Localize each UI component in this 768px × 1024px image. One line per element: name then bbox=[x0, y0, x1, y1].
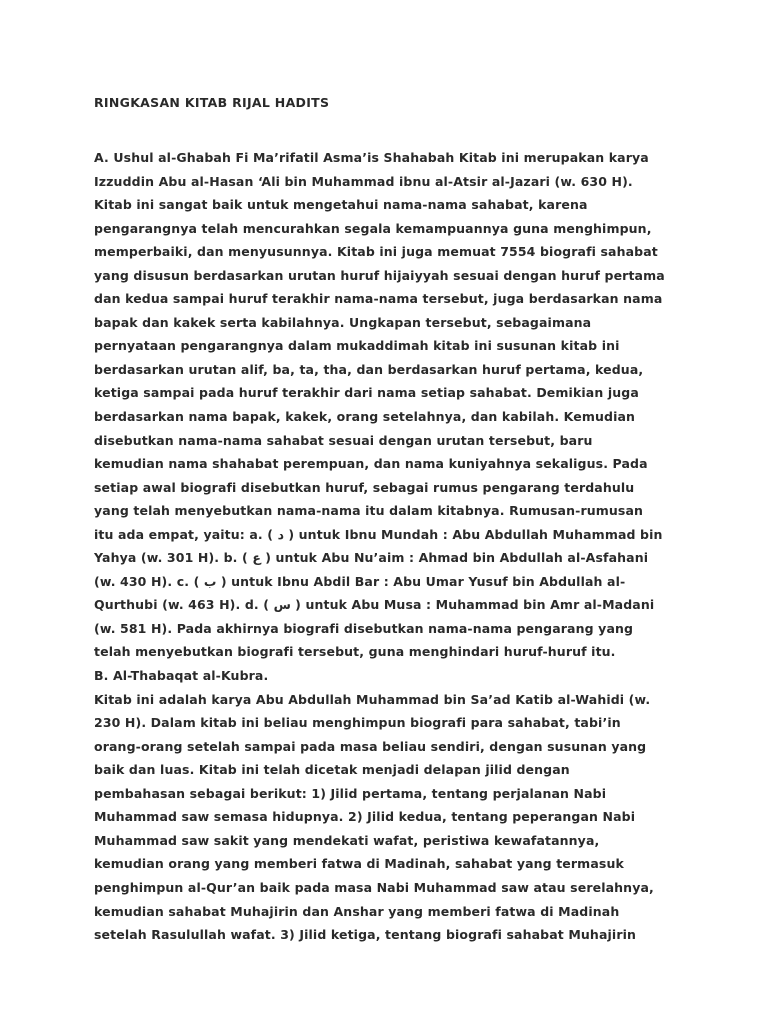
document-title: RINGKASAN KITAB RIJAL HADITS bbox=[94, 95, 330, 110]
body-line: yang telah menyebutkan nama-nama itu dalam kitabnya. Rumusan-rumusan bbox=[94, 503, 644, 519]
body-line: 230 H). Dalam kitab ini beliau menghimpun biografi para sahabat, tabi’in bbox=[94, 715, 621, 731]
body-line: Kitab ini sangat baik untuk mengetahui nama-nama sahabat, karena bbox=[94, 197, 588, 213]
body-line: penghimpun al-Qur’an baik pada masa Nabi Muhammad saw atau serelahnya, bbox=[94, 879, 654, 895]
body-line: Kitab ini adalah karya Abu Abdullah Muhammad bin Sa’ad Katib al-Wahidi (w. bbox=[94, 691, 651, 707]
body-line: (w. 430 H). c. ( ب ) untuk Ibnu Abdil Bar : Abu Umar Yusuf bin Abdullah al- bbox=[94, 573, 626, 589]
body-line: ketiga sampai pada huruf terakhir dari nama setiap sahabat. Demikian juga bbox=[94, 385, 639, 401]
document-body bbox=[94, 146, 694, 947]
body-line: setelah Rasulullah wafat. 3) Jilid ketiga, tentang biografi sahabat Muhajirin bbox=[94, 927, 637, 943]
body-line: berdasarkan nama bapak, kakek, orang setelahnya, dan kabilah. Kemudian bbox=[94, 409, 636, 425]
body-line: pernyataan pengarangnya dalam mukaddimah kitab ini susunan kitab ini bbox=[94, 338, 620, 354]
body-line: Yahya (w. 301 H). b. ( ع ) untuk Abu Nu’aim : Ahmad bin Abdullah al-Asfahani bbox=[94, 550, 649, 566]
section-heading: B. Al-Thabaqat al-Kubra. bbox=[94, 668, 269, 684]
body-line: (w. 581 H). Pada akhirnya biografi disebutkan nama-nama pengarang yang bbox=[94, 620, 634, 636]
body-line: pembahasan sebagai berikut: 1) Jilid pertama, tentang perjalanan Nabi bbox=[94, 785, 607, 801]
body-line: itu ada empat, yaitu: a. ( د ) untuk Ibnu Mundah : Abu Abdullah Muhammad bin bbox=[94, 526, 663, 542]
body-line: dan kedua sampai huruf terakhir nama-nama tersebut, juga berdasarkan nama bbox=[94, 291, 663, 307]
body-line: A. Ushul al-Ghabah Fi Ma’rifatil Asma’is Shahabah Kitab ini merupakan karya bbox=[94, 150, 649, 165]
body-line: Izzuddin Abu al-Hasan ‘Ali bin Muhammad ibnu al-Atsir al-Jazari (w. 630 H). bbox=[94, 173, 633, 189]
body-line: Qurthubi (w. 463 H). d. ( س ) untuk Abu Musa : Muhammad bin Amr al-Madani bbox=[94, 597, 655, 613]
body-line: setiap awal biografi disebutkan huruf, sebagai rumus pengarang terdahulu bbox=[94, 479, 635, 495]
body-line: Muhammad saw sakit yang mendekati wafat, peristiwa kewafatannya, bbox=[94, 832, 600, 848]
body-line: kemudian orang yang memberi fatwa di Madinah, sahabat yang termasuk bbox=[94, 856, 624, 872]
body-line: bapak dan kakek serta kabilahnya. Ungkapan tersebut, sebagaimana bbox=[94, 314, 592, 330]
body-line: Muhammad saw semasa hidupnya. 2) Jilid kedua, tentang peperangan Nabi bbox=[94, 809, 636, 825]
body-line: kemudian nama shahabat perempuan, dan nama kuniyahnya sekaligus. Pada bbox=[94, 456, 648, 472]
body-line: kemudian sahabat Muhajirin dan Anshar yang memberi fatwa di Madinah bbox=[94, 903, 620, 919]
body-line: pengarangnya telah mencurahkan segala kemampuannya guna menghimpun, bbox=[94, 220, 652, 236]
body-line: berdasarkan urutan alif, ba, ta, tha, dan berdasarkan huruf pertama, kedua, bbox=[94, 361, 644, 377]
body-line: disebutkan nama-nama sahabat sesuai dengan urutan tersebut, baru bbox=[94, 432, 593, 448]
body-line: yang disusun berdasarkan urutan huruf hijaiyyah sesuai dengan huruf pertama bbox=[94, 267, 665, 283]
body-line: baik dan luas. Kitab ini telah dicetak menjadi delapan jilid dengan bbox=[94, 762, 570, 778]
body-line: memperbaiki, dan menyusunnya. Kitab ini juga memuat 7554 biografi sahabat bbox=[94, 244, 658, 260]
body-line: orang-orang setelah sampai pada masa beliau sendiri, dengan susunan yang bbox=[94, 738, 647, 754]
body-line: telah menyebutkan biografi tersebut, guna menghindari huruf-huruf itu. bbox=[94, 644, 616, 660]
